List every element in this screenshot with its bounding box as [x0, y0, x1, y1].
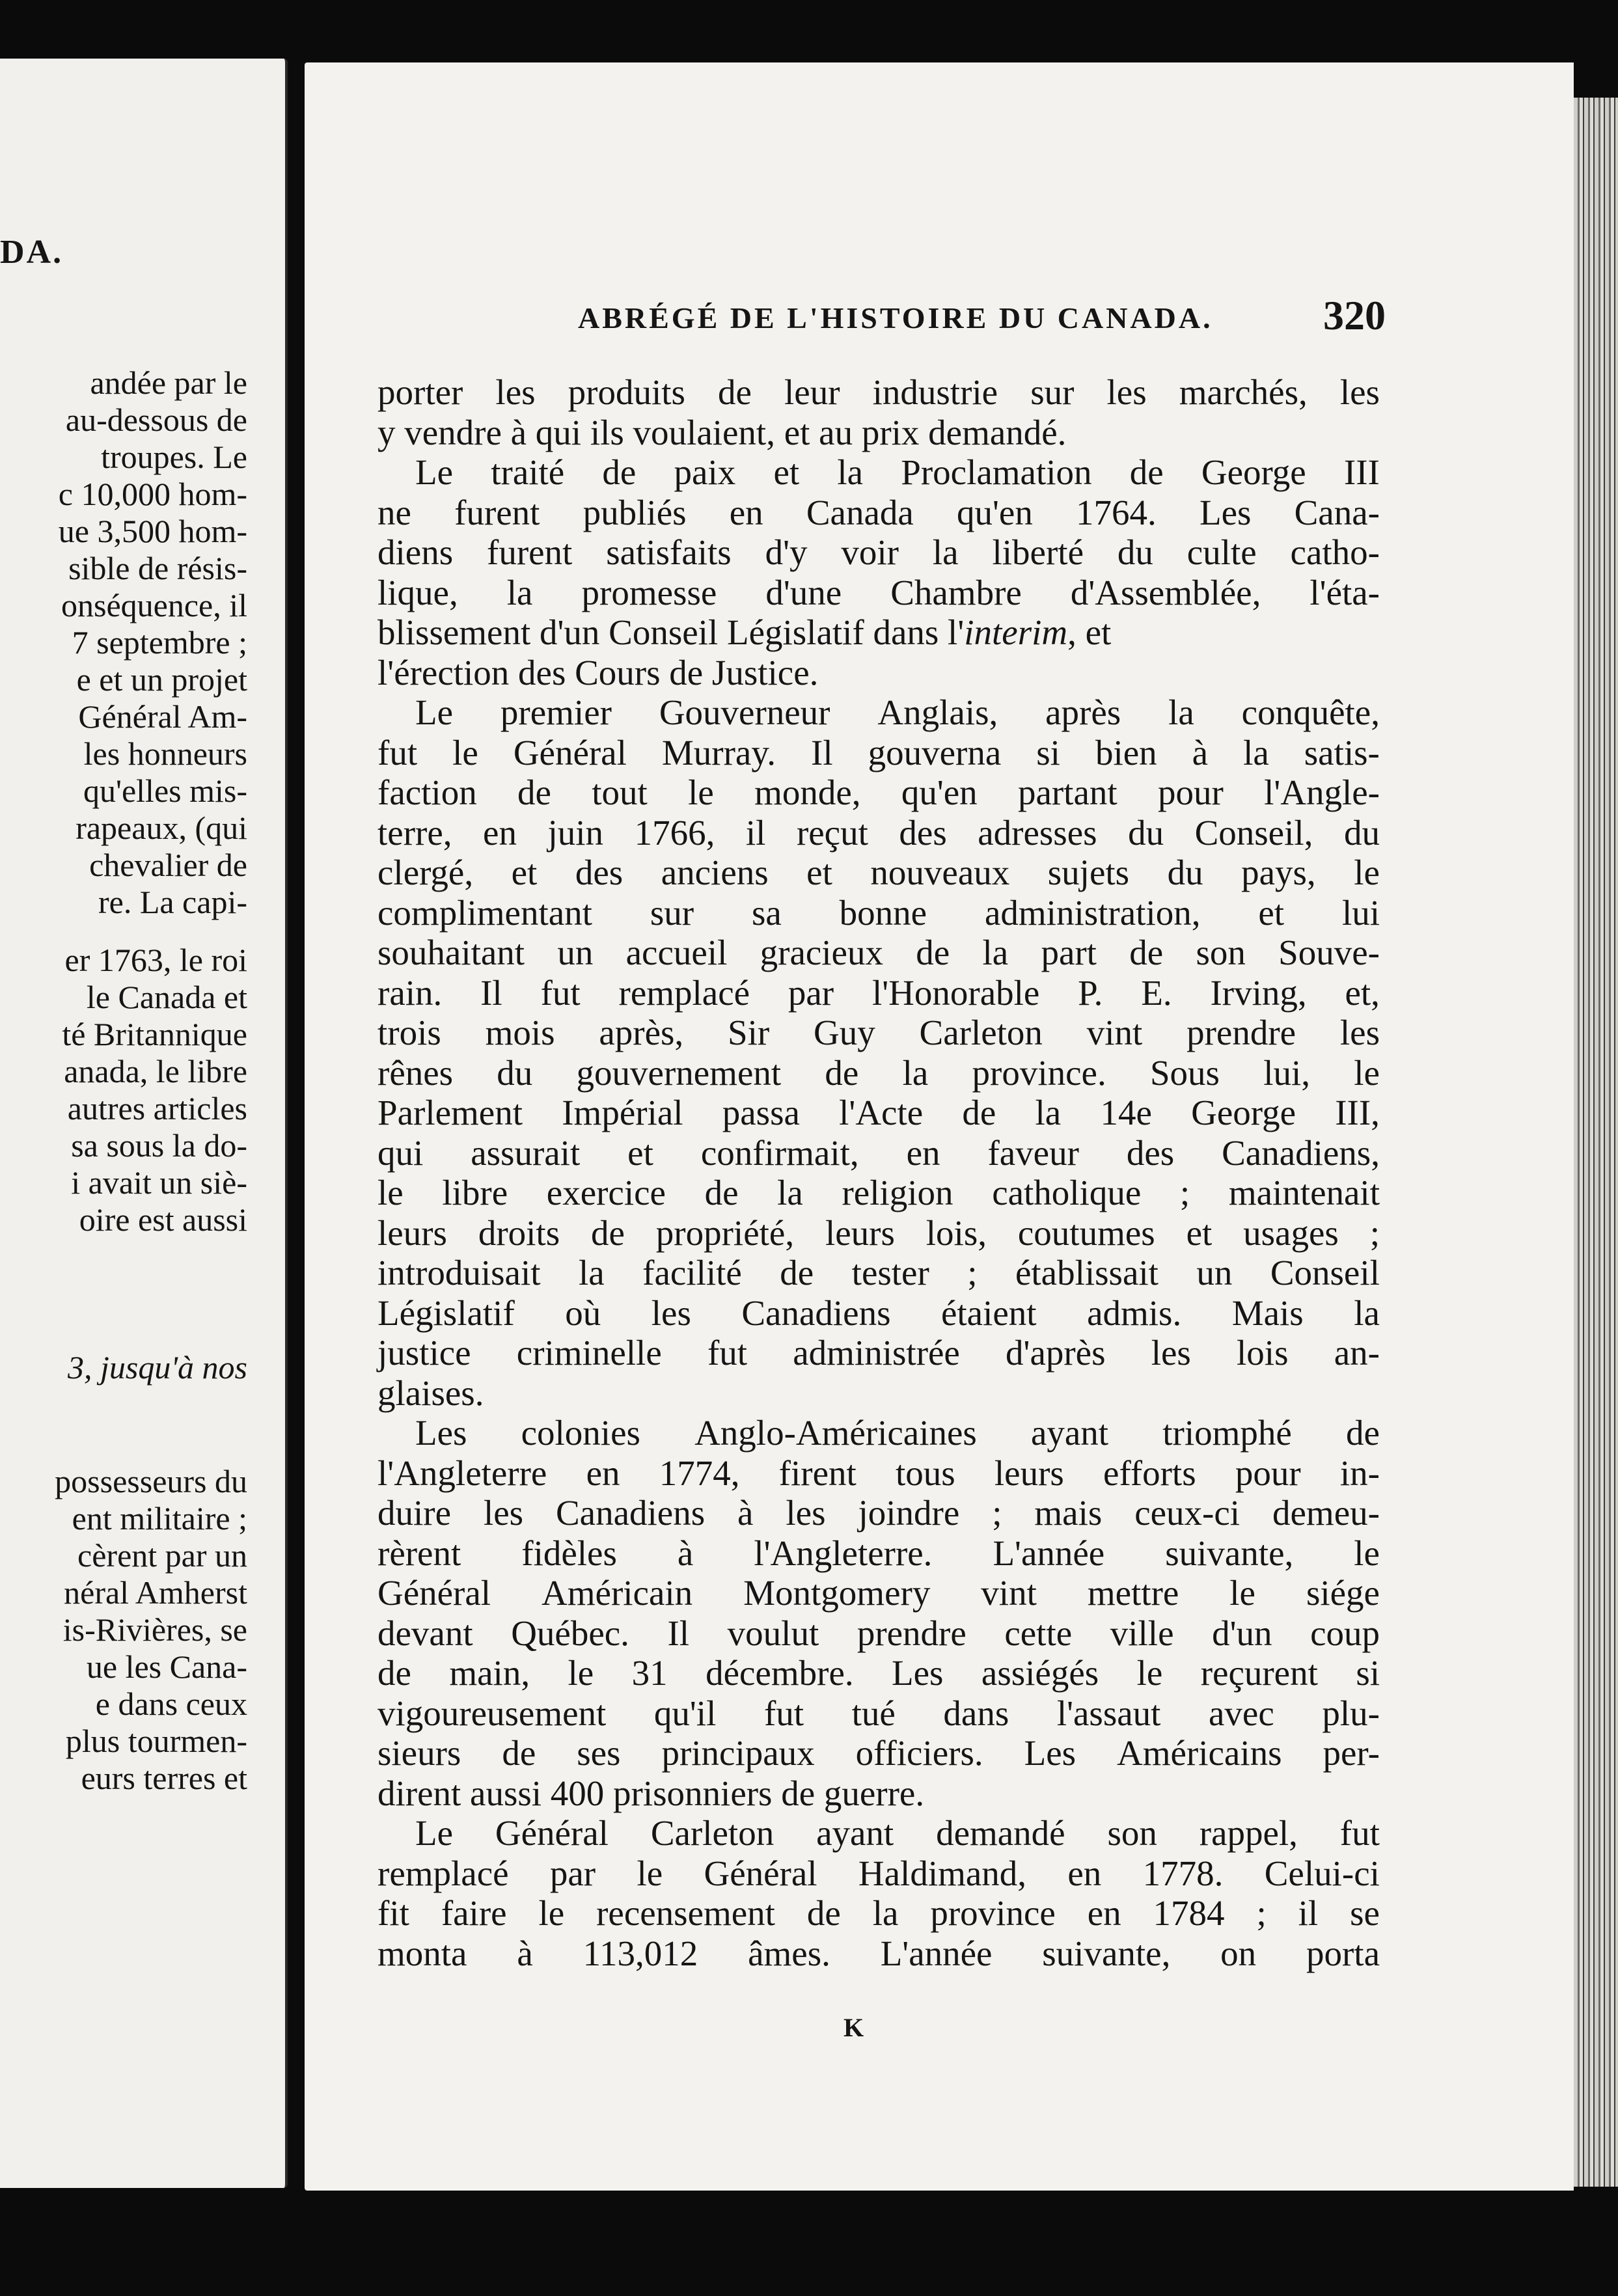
text-line: Parlement Impérial passa l'Acte de la 14e George III,: [377, 1093, 1380, 1132]
left-line: cèrent par un: [77, 1537, 247, 1574]
left-line: sible de résis-: [68, 550, 247, 586]
left-line: té Britannique: [62, 1016, 247, 1052]
text-line: trois mois après, Sir Guy Carleton vint prendre les: [377, 1013, 1380, 1052]
left-line: 7 septembre ;: [72, 624, 247, 661]
text-line: glaises.: [377, 1373, 484, 1413]
left-line: ue les Cana-: [86, 1648, 247, 1685]
left-line: eurs terres et: [81, 1760, 247, 1796]
text-line: devant Québec. Il voulut prendre cette ville d'un coup: [377, 1613, 1380, 1653]
left-line: autres articles: [67, 1090, 247, 1127]
left-line: e et un projet: [76, 661, 247, 698]
text-line: qui assurait et confirmait, en faveur des Canadiens,: [377, 1132, 1380, 1173]
text-line: porter les produits de leur industrie sur les marchés, les: [377, 372, 1380, 412]
signature-mark: K: [843, 2013, 864, 2042]
text-line: rain. Il fut remplacé par l'Honorable P. E. Irving, et,: [377, 972, 1380, 1013]
text-line: diens furent satisfaits d'y voir la liberté du culte catho-: [377, 532, 1380, 572]
text-line: y vendre à qui ils voulaient, et au prix demandé.: [377, 412, 1067, 452]
text-line: complimentant sur sa bonne administration, et lui: [377, 892, 1380, 933]
left-line: Général Am-: [78, 698, 247, 735]
text-line: fit faire le recensement de la province en 1784 ; il se: [377, 1893, 1380, 1933]
left-line: qu'elles mis-: [83, 772, 247, 809]
text-line: Législatif où les Canadiens étaient admis. Mais la: [377, 1292, 1380, 1333]
text-segment: blissement d'un Conseil Législatif dans l': [377, 612, 965, 652]
left-line: néral Amherst: [64, 1574, 247, 1611]
left-line: ue 3,500 hom-: [58, 513, 247, 549]
left-line: sa sous la do-: [71, 1127, 247, 1164]
left-line: troupes. Le: [101, 439, 247, 475]
left-line: i avait un siè-: [71, 1164, 247, 1201]
text-line: dirent aussi 400 prisonniers de guerre.: [377, 1773, 925, 1813]
left-line: plus tourmen-: [65, 1723, 247, 1759]
text-line: introduisait la facilité de tester ; établissait un Conseil: [377, 1253, 1380, 1292]
body-text: [377, 372, 1380, 1973]
text-line: remplacé par le Général Haldimand, en 1778. Celui-ci: [377, 1853, 1380, 1893]
left-line: rapeaux, (qui: [75, 810, 247, 846]
text-line: rèrent fidèles à l'Angleterre. L'année suivante, le: [377, 1533, 1380, 1573]
left-line: chevalier de: [89, 847, 247, 883]
left-line: re. La capi-: [98, 884, 247, 920]
text-line: terre, en juin 1766, il reçut des adresses du Conseil, du: [377, 812, 1380, 853]
text-line: duire les Canadiens à les joindre ; mais ceux-ci demeu-: [377, 1493, 1380, 1533]
left-line: ent militaire ;: [72, 1500, 247, 1537]
text-line: rênes du gouvernement de la province. Sous lui, le: [377, 1052, 1380, 1093]
text-line: Le premier Gouverneur Anglais, après la conquête,: [415, 692, 1380, 732]
left-line: les honneurs: [83, 735, 247, 772]
left-line: e dans ceux: [95, 1686, 247, 1722]
left-line: er 1763, le roi: [64, 942, 247, 978]
left-running-head: DA.: [0, 234, 64, 271]
text-line: ne furent publiés en Canada qu'en 1764. Les Cana-: [377, 492, 1380, 532]
left-line: anada, le libre: [64, 1053, 247, 1089]
text-line: Le traité de paix et la Proclamation de George III: [415, 452, 1380, 492]
left-line: possesseurs du: [55, 1463, 247, 1499]
text-line: lique, la promesse d'une Chambre d'Assemblée, l'éta-: [377, 572, 1380, 612]
text-line: Général Américain Montgomery vint mettre le siége: [377, 1573, 1380, 1613]
left-line: onséquence, il: [61, 587, 247, 623]
text-line: sieurs de ses principaux officiers. Les Américains per-: [377, 1733, 1380, 1773]
text-line-with-italic: [377, 612, 1380, 653]
left-line: 3, jusqu'à nos: [67, 1349, 247, 1386]
text-line: leurs droits de propriété, leurs lois, coutumes et usages ;: [377, 1212, 1380, 1253]
running-head: ABRÉGÉ DE L'HISTOIRE DU CANADA.: [578, 301, 1213, 335]
page-edges: [1574, 98, 1618, 2187]
text-line: l'érection des Cours de Justice.: [377, 652, 819, 692]
italic-term: interim: [964, 612, 1068, 652]
text-segment: , et: [1067, 612, 1112, 652]
left-page: [0, 59, 288, 2188]
text-line: Le Général Carleton ayant demandé son rappel, fut: [415, 1813, 1380, 1853]
text-line: clergé, et des anciens et nouveaux sujets du pays, le: [377, 853, 1380, 892]
page-number: 320: [1323, 292, 1386, 338]
left-line: le Canada et: [86, 979, 247, 1015]
left-page-text: [55, 364, 247, 1797]
text-line: monta à 113,012 âmes. L'année suivante, on porta: [377, 1933, 1380, 1973]
left-line: andée par le: [90, 364, 247, 401]
text-line: Les colonies Anglo-Américaines ayant triomphé de: [415, 1413, 1380, 1453]
text-line: le libre exercice de la religion catholique ; maintenait: [377, 1173, 1380, 1212]
left-line: oire est aussi: [79, 1201, 247, 1238]
text-line: faction de tout le monde, qu'en partant pour l'Angle-: [377, 772, 1380, 812]
text-line: vigoureusement qu'il fut tué dans l'assaut avec plu-: [377, 1693, 1380, 1733]
text-line: souhaitant un accueil gracieux de la part de son Souve-: [377, 933, 1380, 972]
text-line: de main, le 31 décembre. Les assiégés le reçurent si: [377, 1653, 1380, 1693]
text-line: l'Angleterre en 1774, firent tous leurs efforts pour in-: [377, 1453, 1380, 1493]
text-line: justice criminelle fut administrée d'après les lois an-: [377, 1333, 1380, 1373]
left-line: au-dessous de: [65, 402, 247, 438]
text-line: fut le Général Murray. Il gouverna si bien à la satis-: [377, 732, 1380, 772]
left-line: c 10,000 hom-: [58, 476, 247, 512]
left-line: is-Rivières, se: [62, 1611, 247, 1648]
